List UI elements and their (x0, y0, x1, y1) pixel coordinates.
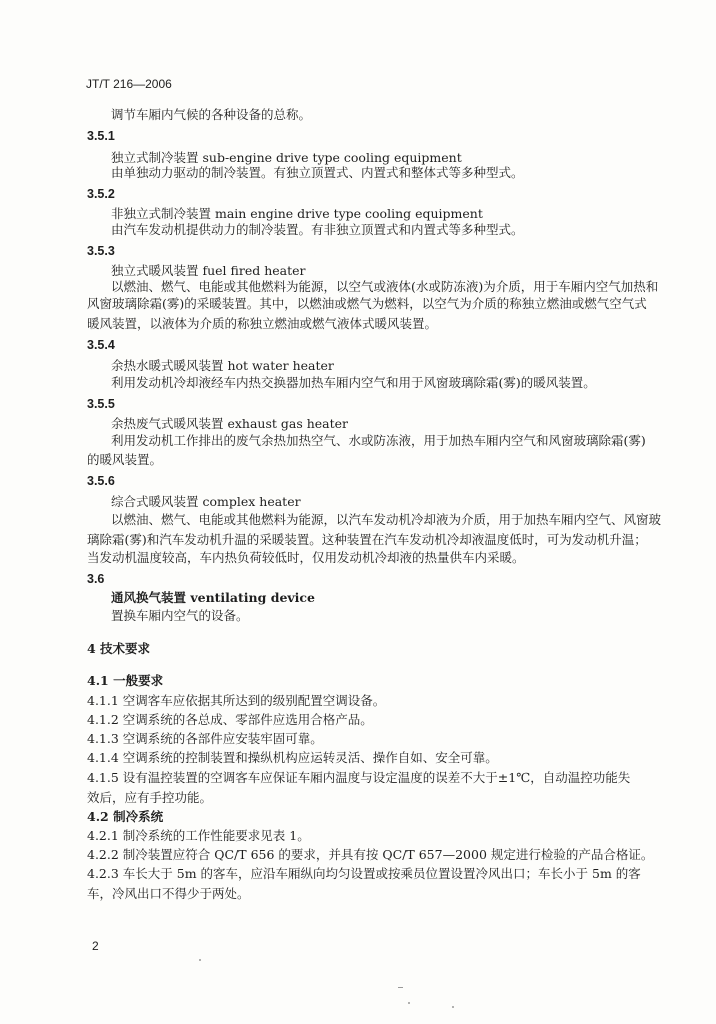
body-text: 调节车厢内气候的各种设备的总称。 (111, 107, 312, 122)
term-title: 综合式暖风装置 complex heater (111, 494, 301, 509)
requirement-item: 4.1.2 空调系统的各总成、零部件应选用合格产品。 (87, 712, 373, 727)
clause-number: 3.5.1 (87, 129, 115, 143)
requirement-item: 4.1.4 空调系统的控制装置和操纵机构应运转灵活、操作自如、安全可靠。 (87, 750, 498, 765)
subsection-heading: 4.1 一般要求 (87, 673, 164, 688)
term-title: 非独立式制冷装置 main engine drive type cooling equipment (111, 206, 483, 221)
term-definition: 当发动机温度较高，车内热负荷较低时，仅用发动机冷却液的热量供车内采暖。 (87, 550, 525, 565)
document-header: JT/T 216—2006 (86, 77, 172, 91)
clause-number: 3.5.6 (87, 474, 115, 488)
term-title: 通风换气装置 ventilating device (111, 590, 315, 605)
term-title: 余热水暖式暖风装置 hot water heater (111, 358, 334, 373)
requirement-item: 4.2.1 制冷系统的工作性能要求见表 1。 (87, 828, 310, 843)
clause-number: 3.6 (87, 572, 105, 586)
term-definition: 的暖风装置。 (87, 452, 163, 467)
subsection-heading: 4.2 制冷系统 (87, 809, 164, 824)
clause-number: 3.5.2 (87, 187, 115, 201)
scan-speck (408, 1002, 410, 1004)
section-heading: 4 技术要求 (87, 641, 151, 656)
term-definition: 利用发动机工作排出的废气余热加热空气、水或防冻液，用于加热车厢内空气和风窗玻璃除霜(雾) (111, 433, 646, 448)
requirement-item: 4.1.3 空调系统的各部件应安装牢固可靠。 (87, 731, 323, 746)
term-definition: 风窗玻璃除霜(雾)的采暖装置。其中，以燃油或燃气为燃料，以空气为介质的称独立燃油或燃气空气式 (87, 296, 647, 311)
requirement-item: 4.2.3 车长大于 5m 的客车，应沿车厢纵向均匀设置或按乘员位置设置冷风出口；车长小于 5m 的客 (87, 866, 641, 881)
scan-speck (452, 1006, 454, 1008)
scan-speck (398, 987, 403, 988)
clause-number: 3.5.5 (87, 397, 115, 411)
clause-number: 3.5.3 (87, 244, 115, 258)
term-definition: 以燃油、燃气、电能或其他燃料为能源，以汽车发动机冷却液为介质，用于加热车厢内空气、风窗玻 (111, 512, 662, 527)
requirement-item: 效后，应有手控功能。 (87, 790, 213, 805)
term-definition: 暖风装置，以液体为介质的称独立燃油或燃气液体式暖风装置。 (87, 316, 438, 331)
term-definition: 以燃油、燃气、电能或其他燃料为能源，以空气或液体(水或防冻液)为介质，用于车厢内空气加热和 (111, 279, 659, 294)
term-title: 独立式制冷装置 sub-engine drive type cooling equipment (111, 150, 462, 165)
requirement-item: 4.1.5 设有温控装置的空调客车应保证车厢内温度与设定温度的误差不大于±1℃，自动温控功能失 (87, 770, 631, 785)
term-definition: 由汽车发动机提供动力的制冷装置。有非独立顶置式和内置式等多种型式。 (111, 222, 524, 237)
requirement-item: 车，冷风出口不得少于两处。 (87, 886, 250, 901)
requirement-item: 4.1.1 空调客车应依据其所达到的级别配置空调设备。 (87, 693, 386, 708)
clause-number: 3.5.4 (87, 338, 115, 352)
term-definition: 由单独动力驱动的制冷装置。有独立顶置式、内置式和整体式等多种型式。 (111, 165, 524, 180)
term-definition: 置换车厢内空气的设备。 (111, 608, 249, 623)
scan-speck (199, 959, 201, 961)
term-definition: 璃除霜(雾)和汽车发动机升温的采暖装置。这种装置在汽车发动机冷却液温度低时，可为发动机升温； (87, 532, 647, 547)
term-title: 独立式暖风装置 fuel fired heater (111, 263, 306, 278)
page-number: 2 (92, 939, 99, 953)
term-definition: 利用发动机冷却液经车内热交换器加热车厢内空气和用于风窗玻璃除霜(雾)的暖风装置。 (111, 375, 596, 390)
term-title: 余热废气式暖风装置 exhaust gas heater (111, 416, 349, 431)
requirement-item: 4.2.2 制冷装置应符合 QC/T 656 的要求，并具有按 QC/T 657—2000 规定进行检验的产品合格证。 (87, 847, 654, 862)
